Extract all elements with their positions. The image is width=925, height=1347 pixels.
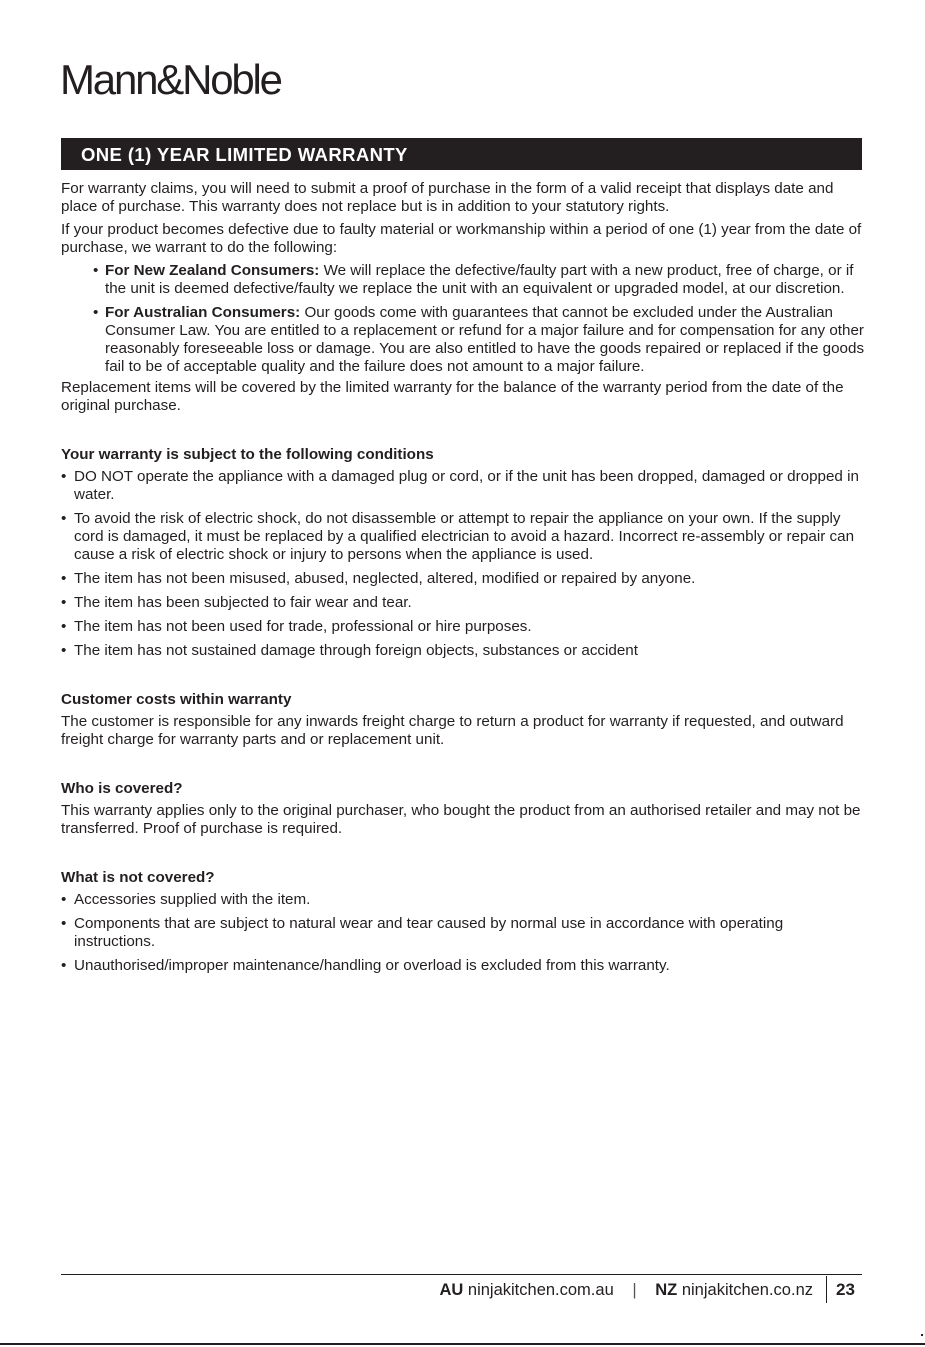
warranty-content bbox=[61, 180, 866, 981]
page-number: 23 bbox=[836, 1280, 855, 1299]
conditions-list bbox=[61, 468, 866, 660]
consumer-label: For New Zealand Consumers: bbox=[105, 262, 320, 279]
list-item: • The item has been subjected to fair wear and tear. bbox=[61, 594, 866, 612]
section-heading: What is not covered? bbox=[61, 869, 215, 886]
section-text: The customer is responsible for any inwards freight charge to return a product for warranty if requested, and outward freight charge for warranty parts and or replacement unit. bbox=[61, 713, 844, 748]
nz-label: NZ bbox=[655, 1281, 678, 1299]
list-item: • Unauthorised/improper maintenance/handling or overload is excluded from this warranty. bbox=[61, 957, 866, 975]
corner-mark bbox=[921, 1334, 923, 1336]
nz-website-link[interactable]: ninjakitchen.co.nz bbox=[681, 1281, 813, 1299]
section-heading: Who is covered? bbox=[61, 780, 183, 797]
list-item bbox=[93, 262, 866, 298]
brand-logo: Mann&Noble bbox=[60, 56, 281, 103]
list-item: • The item has not been used for trade, professional or hire purposes. bbox=[61, 618, 866, 636]
replacement-note: Replacement items will be covered by the limited warranty for the balance of the warranty period from the date of the original purchase. bbox=[61, 379, 844, 414]
warranty-banner-title: ONE (1) YEAR LIMITED WARRANTY bbox=[61, 138, 862, 170]
consumer-text: We will replace the defective/faulty part with a new product, free of charge, or if the unit is deemed defective/faulty we replace the unit with an equivalent or upgraded model, at our discretion. bbox=[105, 262, 854, 297]
list-item: • Accessories supplied with the item. bbox=[61, 891, 866, 909]
not-covered-list bbox=[61, 891, 866, 975]
section-text: This warranty applies only to the original purchaser, who bought the product from an authorised retailer and may not be transferred. Proof of purchase is required. bbox=[61, 802, 861, 837]
list-item: • To avoid the risk of electric shock, do not disassemble or attempt to repair the appliance on your own. If the supply cord is damaged, it must be replaced by a qualified electrician to avoid a hazard. Incorrect re-assembly or repair can cause a risk of electric shock or injury to persons when the appliance is used. bbox=[61, 510, 866, 564]
consumer-label: For Australian Consumers: bbox=[105, 304, 301, 321]
footer-separator: | bbox=[632, 1281, 637, 1299]
page-number-divider bbox=[826, 1276, 827, 1303]
au-label: AU bbox=[439, 1281, 464, 1299]
bottom-border bbox=[0, 1343, 925, 1345]
intro-paragraph: For warranty claims, you will need to submit a proof of purchase in the form of a valid receipt that displays date and place of purchase. This warranty does not replace but is in addition to your statutory rights. bbox=[61, 180, 834, 215]
list-item bbox=[93, 304, 866, 376]
consumer-list bbox=[61, 262, 866, 376]
consumer-text: Our goods come with guarantees that cannot be excluded under the Australian Consumer Law. You are entitled to a replacement or refund for a major failure and for compensation for any other reasonably foreseeable loss or damage. You are also entitled to have the goods repaired or replaced if the goods fail to be of acceptable quality and the failure does not amount to a major failure. bbox=[105, 304, 865, 375]
list-item: • The item has not been misused, abused, neglected, altered, modified or repaired by anyone. bbox=[61, 570, 866, 588]
section-heading: Customer costs within warranty bbox=[61, 691, 292, 708]
list-item: • Components that are subject to natural wear and tear caused by normal use in accordance with operating instructions. bbox=[61, 915, 866, 951]
section-heading: Your warranty is subject to the following conditions bbox=[61, 446, 434, 463]
au-website-link[interactable]: ninjakitchen.com.au bbox=[467, 1281, 614, 1299]
list-item: • The item has not sustained damage through foreign objects, substances or accident bbox=[61, 642, 866, 660]
footer-divider bbox=[61, 1274, 862, 1275]
footer-links bbox=[439, 1281, 813, 1300]
intro-paragraph: If your product becomes defective due to faulty material or workmanship within a period of one (1) year from the date of purchase, we warrant to do the following: bbox=[61, 221, 862, 256]
list-item: • DO NOT operate the appliance with a damaged plug or cord, or if the unit has been dropped, damaged or dropped in water. bbox=[61, 468, 866, 504]
